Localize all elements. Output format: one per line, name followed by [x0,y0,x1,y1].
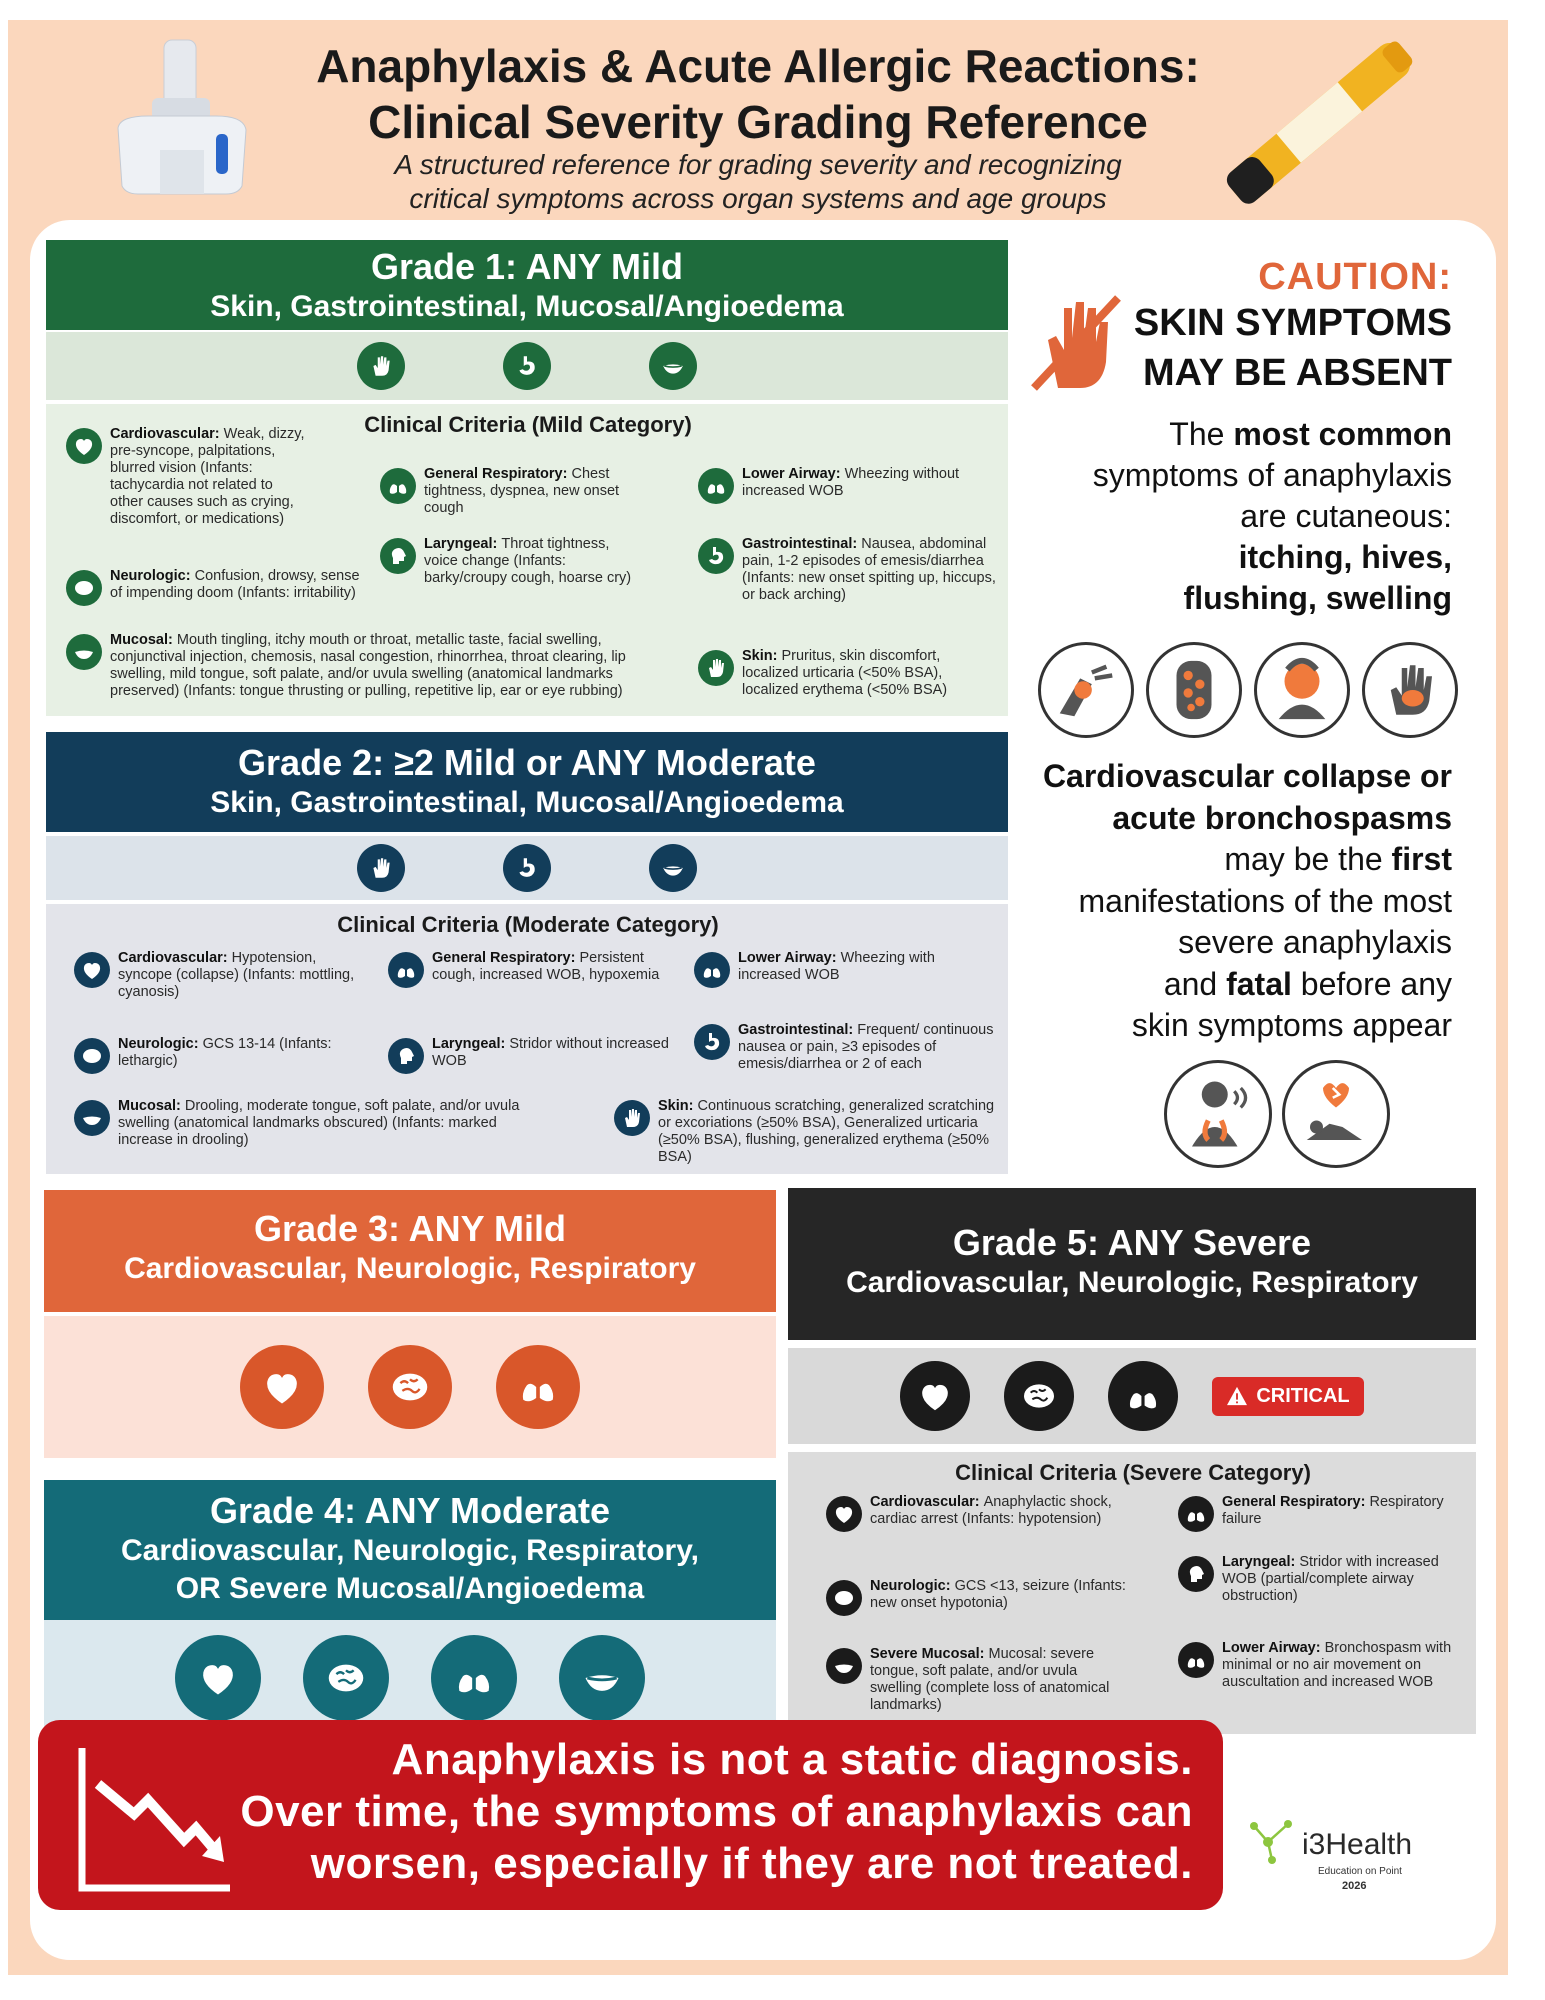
subtitle-line-2: critical symptoms across organ systems and age groups [409,183,1107,214]
lungs-icon [698,468,734,504]
criteria-label: General Respiratory: [1222,1494,1370,1510]
criteria-description: Bronchospasm with minimal or no air movement on auscultation and increased WOB [1222,1640,1452,1690]
stomach-icon [694,1024,730,1060]
criteria-description: Stridor without increased WOB [432,1036,669,1069]
head-icon [380,538,416,574]
grade3-subtitle: Cardiovascular, Neurologic, Respiratory [124,1252,696,1285]
skin-hand-icon [357,844,405,892]
criteria-text [870,1578,1126,1612]
criteria-description: Anaphylactic shock, cardiac arrest (Infants: hypotension) [870,1494,1112,1527]
grade1-criteria-title: Clinical Criteria (Mild Category) [364,412,692,437]
brain-icon [826,1580,862,1616]
heart-icon [74,952,110,988]
grade4-icon-row [44,1620,776,1736]
lungs-icon [1178,1496,1214,1532]
grade1-criteria-item [698,466,998,504]
grade1-banner [46,240,1008,330]
flushing-image [1254,642,1350,738]
swelling-image [1362,642,1458,738]
title-line-1: Anaphylaxis & Acute Allergic Reactions: [316,40,1200,92]
molecule-logo-icon [1248,1816,1304,1866]
subtitle-line-1: A structured reference for grading severity and recognizing [394,149,1122,180]
grade5-title: Grade 5: ANY Severe [952,1222,1312,1263]
criteria-text [424,536,640,587]
criteria-description: Weak, dizzy, pre-syncope, palpitations, blurred vision (Infants: tachycardia not related to other causes such as crying, discomfort, or medications) [110,426,305,527]
mouth-icon [559,1635,645,1721]
grade4-subtitle-line-2: OR Severe Mucosal/Angioedema [175,1572,645,1605]
grade2-icon-row [46,836,1008,900]
criteria-text [424,466,640,517]
hives-image [1146,642,1242,738]
brain-icon [66,570,102,606]
criteria-text [738,950,994,984]
alert-line-3: worsen, especially if they are not treated. [310,1839,1193,1888]
criteria-label: Neurologic: [118,1036,203,1052]
brain-icon [74,1038,110,1074]
criteria-description: Mouth tingling, itchy mouth or throat, metallic taste, facial swelling, conjunctival injection, chemosis, nasal congestion, rhinorrhea, throat clearing, lip swelling, mild tongue, soft palate, and/or uvula swelling (anatomical landmarks preserved) (Infants: tongue thrusting or pulling, repetitive lip, ear or eye rubbing) [110,632,626,699]
criteria-text [658,1098,1004,1166]
caution-heading: CAUTION: [1258,256,1452,298]
grade2-criteria-item [388,1036,688,1074]
criteria-label: General Respiratory: [432,950,580,966]
grade2-criteria-title: Clinical Criteria (Moderate Category) [337,912,719,937]
grade1-title: Grade 1: ANY Mild [370,246,684,287]
criteria-label: Lower Airway: [1222,1640,1325,1656]
skin-symptom-images [1038,642,1458,738]
grade3-title: Grade 3: ANY Mild [253,1208,567,1249]
mouth-icon [649,342,697,390]
i3health-logo [1248,1810,1468,1900]
collapse-image [1282,1060,1390,1168]
grade5-banner [788,1188,1476,1340]
cutaneous-paragraph: The most common symptoms of anaphylaxis are cutaneous: itching, hives, flushing, swelling [1092,416,1452,616]
grade5-criteria-title: Clinical Criteria (Severe Category) [955,1460,1311,1485]
criteria-label: Neurologic: [110,568,195,584]
criteria-text [870,1646,1126,1714]
no-hand-icon [1028,288,1124,394]
brain-icon [1004,1361,1074,1431]
grade4-title: Grade 4: ANY Moderate [209,1490,611,1531]
lungs-icon [1108,1361,1178,1431]
criteria-description: GCS 13-14 (Infants: lethargic) [118,1036,332,1069]
criteria-text [870,1494,1126,1528]
mouth-icon [826,1648,862,1684]
criteria-label: Laryngeal: [432,1036,510,1052]
itching-image [1038,642,1134,738]
criteria-description: Nausea, abdominal pain, 1-2 episodes of emesis/diarrhea (Infants: new onset spitting up, hiccups, or back arching) [742,536,996,603]
criteria-description: Hypotension, syncope (collapse) (Infants: mottling, cyanosis) [118,950,355,1000]
critical-badge [1212,1377,1363,1416]
infographic-poster [8,20,1508,1975]
heart-icon [175,1635,261,1721]
collapse-paragraph: Cardiovascular collapse or acute bronchospasms may be the first manifestations of the most severe anaphylaxis and fatal before any skin symptoms appear [1042,758,1452,1043]
criteria-description: Wheezing with increased WOB [738,950,935,983]
criteria-text [110,568,366,602]
criteria-description: Wheezing without increased WOB [742,466,960,499]
criteria-text [118,1098,544,1149]
caution-line-1: SKIN SYMPTOMS [1133,302,1452,344]
skin-hand-icon [614,1100,650,1136]
criteria-label: Mucosal: [118,1098,185,1114]
caution-line-2: MAY BE ABSENT [1143,352,1452,394]
grade2-title: Grade 2: ≥2 Mild or ANY Moderate [238,742,816,783]
grade2-banner [46,732,1008,832]
criteria-label: Laryngeal: [1222,1554,1300,1570]
lungs-icon [431,1635,517,1721]
grade4-subtitle-line-1: Cardiovascular, Neurologic, Respiratory, [121,1534,699,1567]
criteria-text [1222,1554,1468,1605]
grade1-criteria-item [380,536,640,587]
grade3-icon-row [44,1316,776,1458]
heart-icon [900,1361,970,1431]
grade5-criteria-item [1178,1494,1468,1532]
grade2-criteria-item [694,950,994,988]
criteria-label: Skin: [742,648,782,664]
criteria-text [1222,1640,1468,1691]
brain-icon [368,1345,452,1429]
mouth-icon [74,1100,110,1136]
criteria-label: Lower Airway: [742,466,845,482]
worsening-alert-text [133,1734,1193,1890]
criteria-text [738,1022,994,1073]
criteria-text [110,632,666,700]
skin-hand-icon [357,342,405,390]
criteria-description: Frequent/ continuous nausea or pain, ≥3 episodes of emesis/diarrhea or 2 of each [738,1022,994,1072]
collapse-images [1164,1060,1390,1168]
criteria-description: Confusion, drowsy, sense of impending doom (Infants: irritability) [110,568,360,601]
skin-hand-icon [698,650,734,686]
grade2-subtitle: Skin, Gastrointestinal, Mucosal/Angioedema [210,786,844,819]
criteria-label: Severe Mucosal: [870,1646,989,1662]
lungs-icon [496,1345,580,1429]
criteria-label: Cardiovascular: [870,1494,984,1510]
criteria-description: Pruritus, skin discomfort, localized urticaria (<50% BSA), localized erythema (<50% BSA) [742,648,948,698]
grade2-criteria-item [74,950,364,1001]
criteria-text [118,950,364,1001]
criteria-text [110,426,306,528]
grade1-criteria-item [66,568,366,606]
criteria-text [432,950,688,984]
bronchospasm-image [1164,1060,1272,1168]
grade5-criteria-item [1178,1554,1468,1605]
criteria-label: Laryngeal: [424,536,502,552]
grade1-criteria-item [66,426,306,528]
head-icon [388,1038,424,1074]
logo-tagline: Education on Point [1318,1866,1402,1877]
grade5-subtitle: Cardiovascular, Neurologic, Respiratory [846,1266,1418,1299]
alert-line-2: Over time, the symptoms of anaphylaxis can [240,1787,1193,1836]
stomach-icon [503,342,551,390]
criteria-description: Throat tightness, voice change (Infants: barky/croupy cough, hoarse cry) [424,536,632,586]
grade1-criteria-item [66,632,666,700]
criteria-description: Mucosal: severe tongue, soft palate, and/or uvula swelling (complete loss of anatomical landmarks) [870,1646,1110,1713]
criteria-description: GCS <13, seizure (Infants: new onset hypotonia) [870,1578,1126,1611]
criteria-description: Persistent cough, increased WOB, hypoxemia [432,950,660,983]
logo-name: i3Health [1302,1828,1413,1861]
grade1-criteria-item [698,648,998,699]
stomach-icon [503,844,551,892]
critical-label: CRITICAL [1256,1384,1350,1407]
page-subtitle [8,148,1508,216]
grade5-criteria-item [826,1494,1126,1532]
logo-year: 2026 [1342,1880,1367,1892]
grade3-banner [44,1190,776,1312]
lungs-icon [1178,1642,1214,1678]
criteria-label: General Respiratory: [424,466,572,482]
worsening-alert-box [38,1720,1223,1910]
grade5-icon-row [788,1348,1476,1444]
criteria-label: Lower Airway: [738,950,841,966]
criteria-description: Chest tightness, dyspnea, new onset cough [424,466,620,516]
criteria-label: Gastrointestinal: [738,1022,858,1038]
mouth-icon [66,634,102,670]
grade5-criteria-item [826,1646,1126,1714]
grade2-criteria-item [74,1036,364,1074]
criteria-text [118,1036,364,1070]
criteria-text [1222,1494,1468,1528]
criteria-label: Mucosal: [110,632,177,648]
grade1-criteria-item [380,466,640,517]
lungs-icon [694,952,730,988]
criteria-label: Gastrointestinal: [742,536,862,552]
grade1-criteria-item [698,536,998,604]
criteria-description: Stridor with increased WOB (partial/complete airway obstruction) [1222,1554,1439,1604]
grade5-criteria-item [1178,1640,1468,1691]
criteria-label: Cardiovascular: [118,950,232,966]
criteria-label: Cardiovascular: [110,426,224,442]
mouth-icon [649,844,697,892]
warning-icon [1226,1386,1248,1406]
grade1-icon-row [46,332,1008,400]
grade4-banner [44,1480,776,1620]
criteria-text [432,1036,688,1070]
lungs-icon [388,952,424,988]
heart-icon [240,1345,324,1429]
title-line-2: Clinical Severity Grading Reference [368,96,1148,148]
grade5-criteria-item [826,1578,1126,1616]
page-title [8,38,1508,150]
stomach-icon [698,538,734,574]
grade1-subtitle: Skin, Gastrointestinal, Mucosal/Angioedema [210,290,844,323]
grade2-criteria-item [614,1098,1004,1166]
criteria-label: Neurologic: [870,1578,955,1594]
criteria-text [742,466,998,500]
criteria-text [742,536,998,604]
grade2-criteria-item [74,1098,544,1149]
head-icon [1178,1556,1214,1592]
grade2-criteria-item [388,950,688,988]
alert-line-1: Anaphylaxis is not a static diagnosis. [391,1735,1193,1784]
criteria-description: Respiratory failure [1222,1494,1444,1527]
criteria-description: Continuous scratching, generalized scratching or excoriations (≥50% BSA), Generalized urticaria (≥50% BSA), flushing, generalized erythema (≥50% BSA) [658,1098,995,1165]
criteria-text [742,648,998,699]
grade2-criteria-item [694,1022,994,1073]
criteria-description: Drooling, moderate tongue, soft palate, and/or uvula swelling (anatomical landmarks obscured) (Infants: marked increase in drooling) [118,1098,520,1148]
criteria-label: Skin: [658,1098,698,1114]
heart-icon [826,1496,862,1532]
brain-icon [303,1635,389,1721]
heart-icon [66,428,102,464]
lungs-icon [380,468,416,504]
